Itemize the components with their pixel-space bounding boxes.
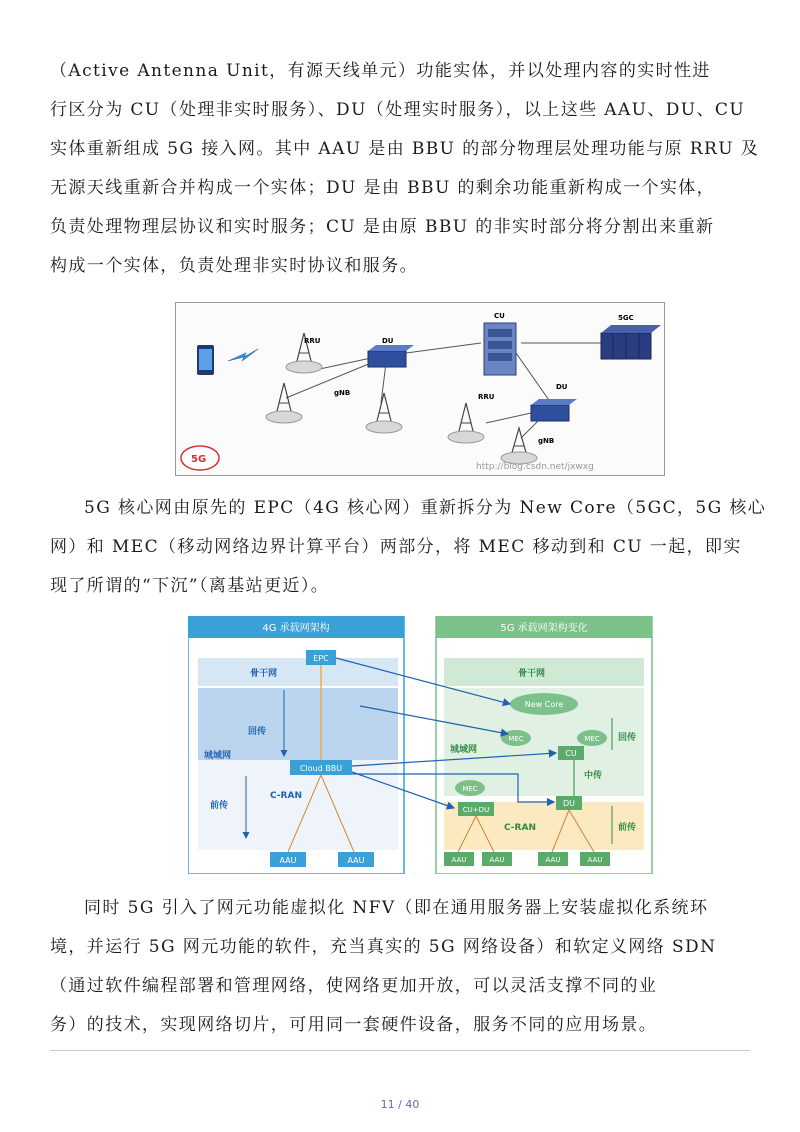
bearer-network-diagram — [188, 616, 654, 874]
cu-rack-icon — [484, 323, 516, 375]
paragraph-line: （Active Antenna Unit，有源天线单元）功能实体，并以处理内容的实时性进 — [50, 61, 711, 81]
cu-label: CU — [494, 312, 505, 320]
phone-icon — [197, 345, 214, 375]
fronthaul-label: 前传 — [210, 801, 229, 811]
paragraph-line: 务）的技术，实现网络切片，可用同一套硬件设备，服务不同的应用场景。 — [50, 1015, 658, 1035]
watermark-url: http://blog.csdn.net/jxwxg — [476, 462, 594, 472]
antenna-tower-icon — [266, 383, 302, 423]
core-servers-icon — [601, 325, 661, 359]
backhaul-label: 回传 — [248, 727, 267, 737]
svg-text:DU: DU — [562, 799, 576, 808]
fronthaul-label: 前传 — [618, 823, 637, 833]
svg-text:CU: CU — [565, 749, 577, 758]
4g-architecture-panel — [188, 616, 404, 874]
paragraph-line: 同时 5G 引入了网元功能虚拟化 NFV（即在通用服务器上安装虚拟化系统环 — [84, 898, 709, 918]
paragraph-line: 网）和 MEC（移动网络边界计算平台）两部分，将 MEC 移动到和 CU 一起，即实 — [50, 537, 742, 557]
rru-label: RRU — [304, 337, 321, 345]
backhaul-label: 回传 — [618, 733, 637, 743]
core-label: 5GC — [618, 314, 634, 322]
paragraph-line: （通过软件编程部署和管理网络，使网络更加开放，可以灵活支撑不同的业 — [50, 976, 658, 996]
backbone-label: 骨干网 — [250, 669, 278, 679]
antenna-tower-icon — [501, 428, 537, 464]
cran-label: C-RAN — [270, 791, 302, 801]
metro-label: 城域网 — [450, 745, 478, 755]
du-label: DU — [382, 337, 394, 345]
svg-text:CU+DU: CU+DU — [462, 806, 490, 814]
svg-text:5G: 5G — [191, 454, 207, 465]
gnb-label: gNB — [538, 437, 555, 445]
gnb-label: gNB — [334, 389, 351, 397]
metro-label: 城域网 — [204, 751, 232, 761]
du-label: DU — [556, 383, 568, 391]
paragraph-line: 现了所谓的“下沉”（离基站更近）。 — [50, 576, 330, 596]
panel-title: 4G 承载网架构 — [262, 623, 330, 634]
5g-badge — [181, 446, 219, 470]
paragraph-line: 负责处理物理层协议和实时服务；CU 是由原 BBU 的非实时部分将分割出来重新 — [50, 217, 715, 237]
svg-text:AAU: AAU — [347, 856, 365, 865]
paragraph-line: 境，并运行 5G 网元功能的软件，充当真实的 5G 网络设备）和软定义网络 SDN — [50, 937, 717, 957]
du-server-icon — [531, 399, 577, 421]
svg-text:Cloud BBU: Cloud BBU — [299, 764, 343, 773]
page-divider — [50, 1050, 750, 1051]
5g-architecture-panel — [436, 616, 652, 874]
midhaul-label: 中传 — [584, 771, 603, 781]
panel-title: 5G 承载网架构变化 — [500, 623, 588, 634]
backbone-label: 骨干网 — [518, 669, 546, 679]
ran-topology-figure — [175, 302, 665, 476]
svg-text:EPC: EPC — [313, 654, 329, 663]
bearer-network-figure — [188, 616, 654, 874]
antenna-tower-icon — [366, 393, 402, 433]
cran-label: C-RAN — [504, 823, 536, 833]
svg-text:MEC: MEC — [584, 735, 600, 743]
paragraph-line: 无源天线重新合并构成一个实体；DU 是由 BBU 的剩余功能重新构成一个实体， — [50, 178, 716, 198]
svg-text:AAU: AAU — [587, 856, 603, 864]
svg-text:MEC: MEC — [462, 785, 478, 793]
paragraph-3 — [50, 889, 750, 1045]
paragraph-line: 实体重新组成 5G 接入网。其中 AAU 是由 BBU 的部分物理层处理功能与原 RRU 及 — [50, 139, 760, 159]
rru-label: RRU — [478, 393, 495, 401]
paragraph-1 — [50, 52, 760, 286]
svg-text:AAU: AAU — [489, 856, 505, 864]
svg-text:New Core: New Core — [524, 700, 564, 709]
svg-text:MEC: MEC — [508, 735, 524, 743]
wireless-signal-icon — [228, 349, 258, 361]
paragraph-2 — [50, 489, 767, 606]
paragraph-line: 构成一个实体，负责处理非实时协议和服务。 — [50, 256, 418, 276]
du-server-icon — [368, 345, 414, 367]
svg-text:AAU: AAU — [545, 856, 561, 864]
paragraph-line: 行区分为 CU（处理非实时服务）、DU（处理实时服务），以上这些 AAU、DU、CU — [50, 100, 746, 120]
antenna-tower-icon — [448, 403, 484, 443]
svg-text:AAU: AAU — [451, 856, 467, 864]
svg-text:AAU: AAU — [279, 856, 297, 865]
paragraph-line: 5G 核心网由原先的 EPC（4G 核心网）重新拆分为 New Core（5GC，5G 核心 — [84, 498, 767, 518]
ran-topology-diagram — [176, 303, 664, 475]
page-number: 11 / 40 — [380, 1098, 420, 1111]
